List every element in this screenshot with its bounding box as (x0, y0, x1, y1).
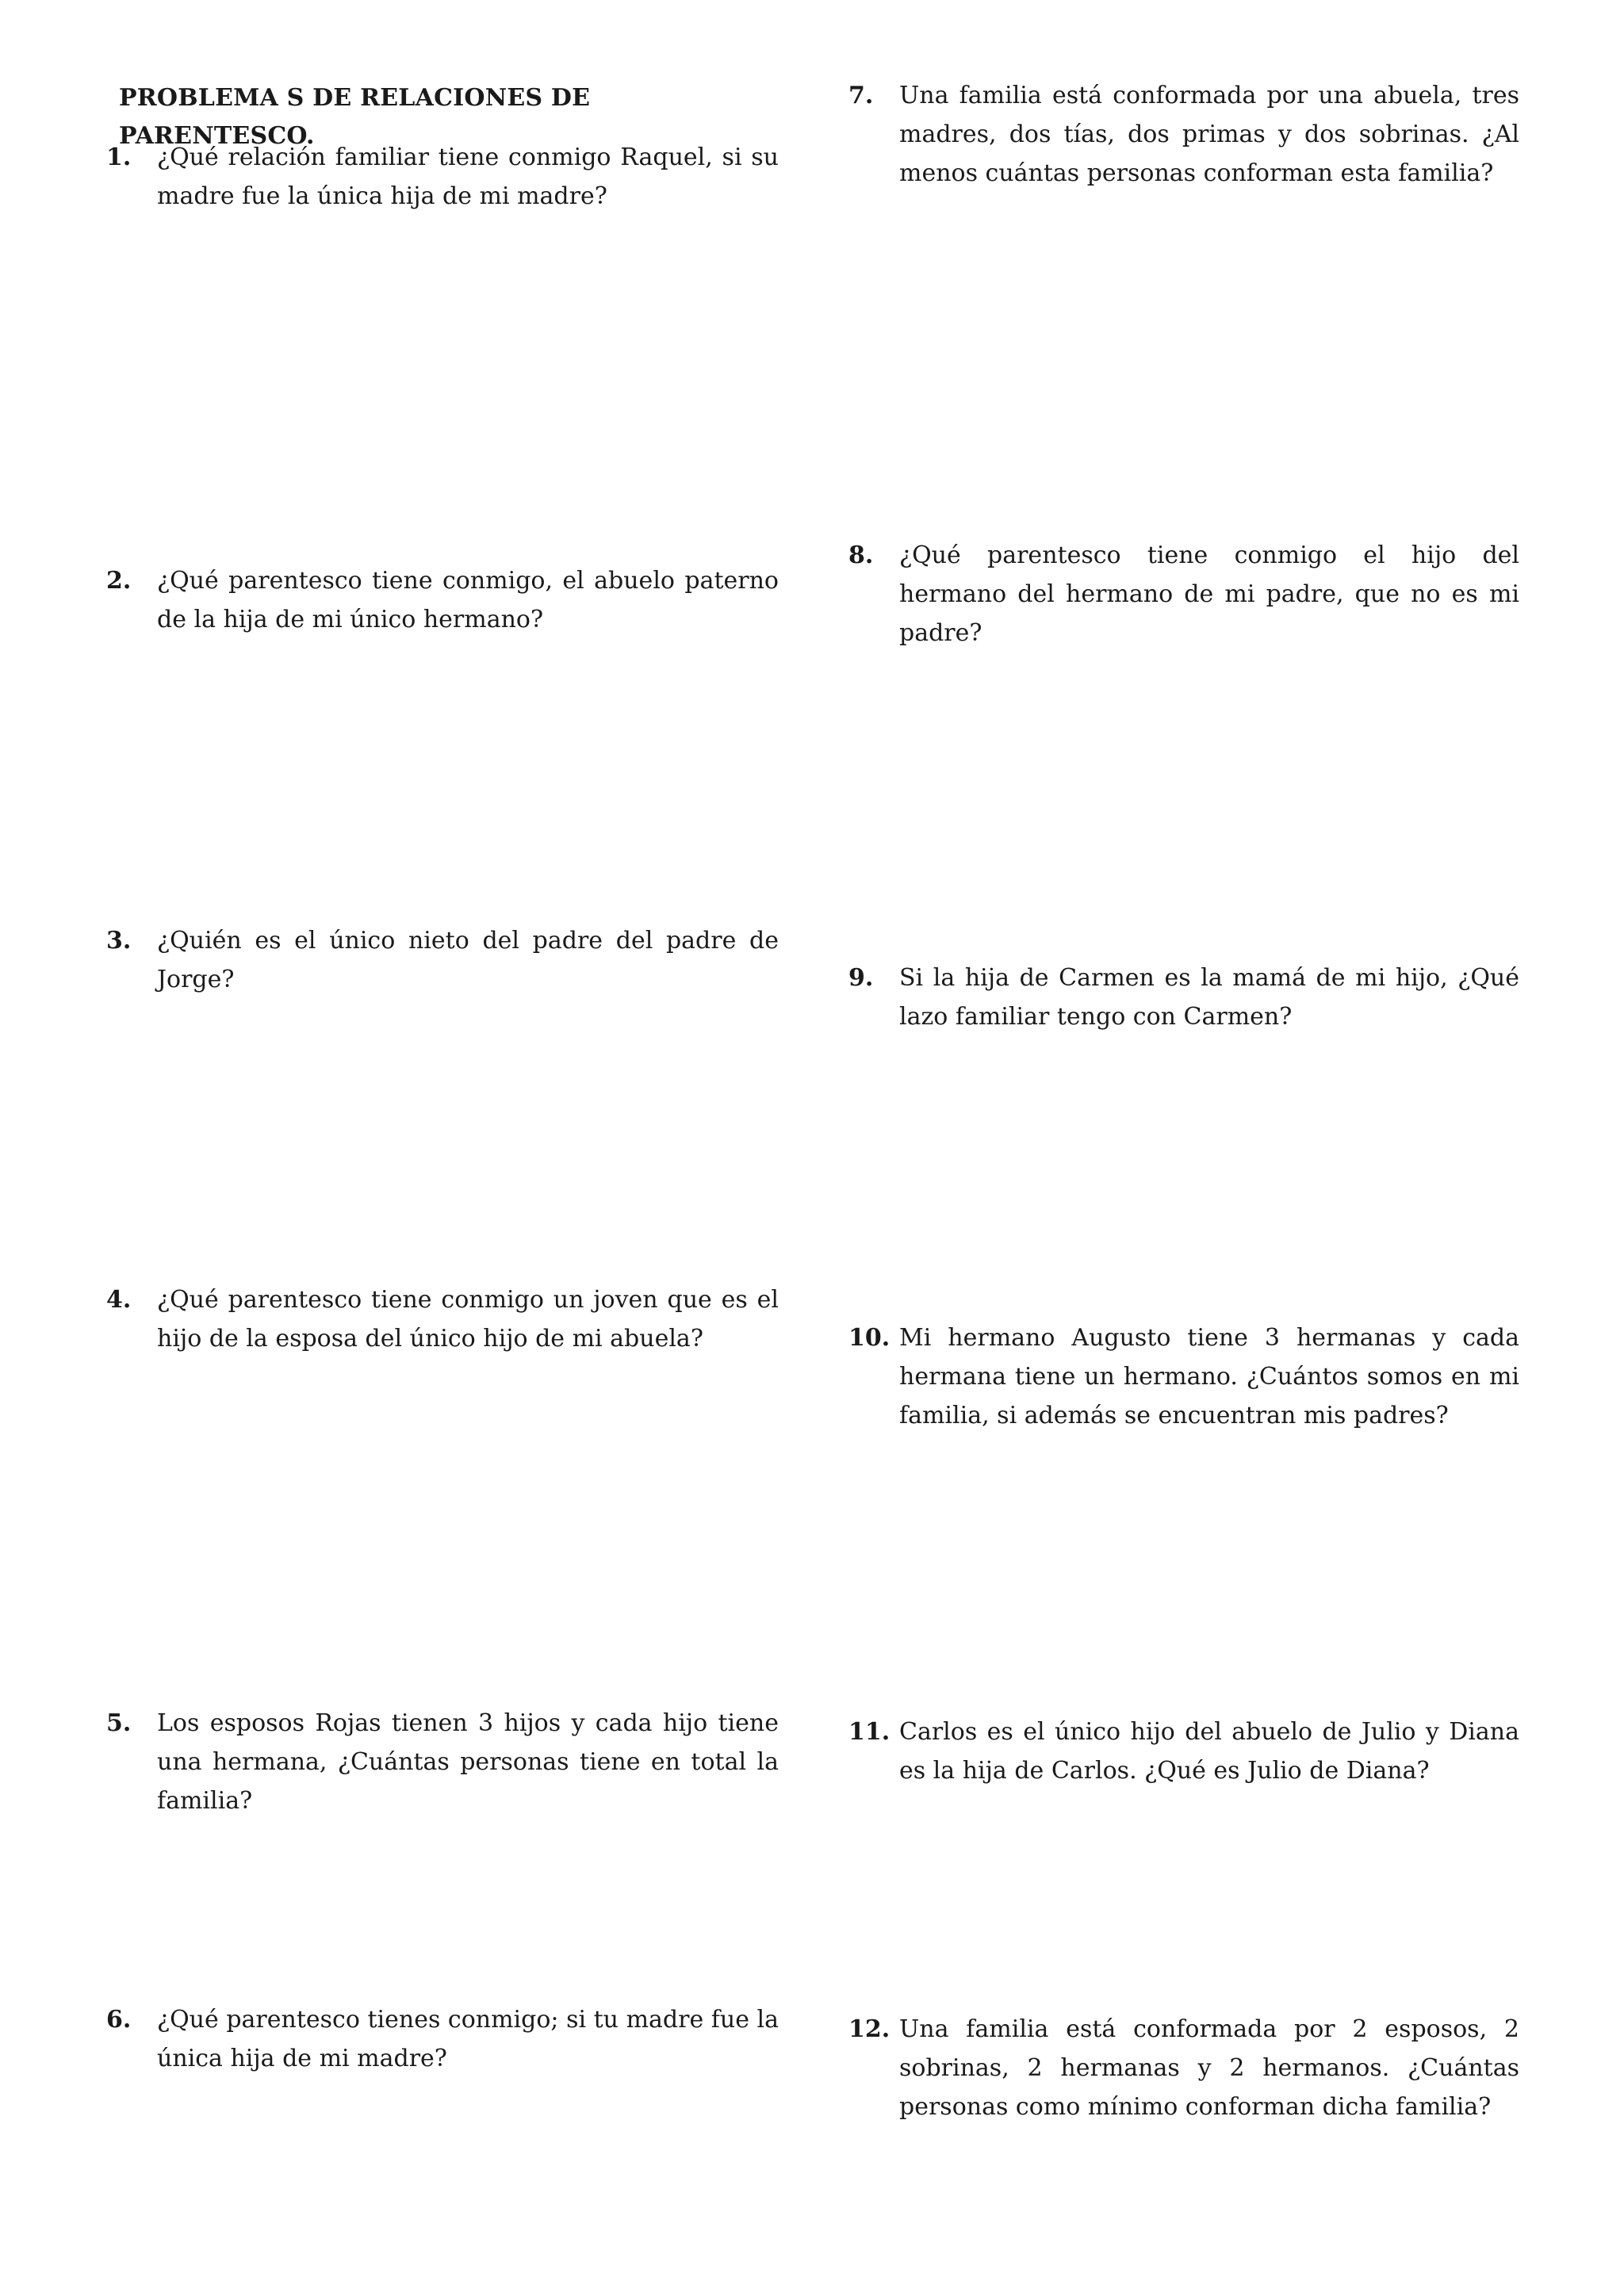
problem-number: 11. (848, 1718, 891, 1746)
problem-text: Mi hermano Augusto tiene 3 hermanas y cada hermana tiene un hermano. ¿Cuántos somos en mi familia, si además se encuentran mis padres? (899, 1324, 1519, 1429)
problem-11 (848, 1712, 1519, 1790)
problem-3 (106, 921, 779, 999)
problem-6 (106, 2000, 779, 2078)
problem-2 (106, 561, 779, 639)
page-title: PROBLEMA S DE RELACIONES DE PARENTESCO. (119, 84, 591, 150)
problem-number: 4. (106, 1286, 132, 1314)
problem-text: Si la hija de Carmen es la mamá de mi hijo, ¿Qué lazo familiar tengo con Carmen? (899, 964, 1519, 1031)
problem-number: 1. (106, 144, 132, 171)
problem-8 (848, 536, 1519, 652)
problem-text: Una familia está conformada por 2 esposos, 2 sobrinas, 2 hermanas y 2 hermanos. ¿Cuántas personas como mínimo conforman dicha familia? (899, 2015, 1519, 2121)
problem-text: ¿Qué parentesco tiene conmigo un joven que es el hijo de la esposa del único hijo de mi abuela? (157, 1286, 779, 1353)
problem-number: 3. (106, 927, 132, 955)
problem-text: Una familia está conformada por una abuela, tres madres, dos tías, dos primas y dos sobrinas. ¿Al menos cuántas personas conforman esta familia? (899, 82, 1519, 187)
problem-number: 7. (848, 82, 874, 109)
problem-text: ¿Qué parentesco tiene conmigo el hijo del hermano del hermano de mi padre, que no es mi padre? (899, 541, 1519, 647)
problem-number: 10. (848, 1324, 891, 1352)
problem-4 (106, 1280, 779, 1358)
problem-number: 5. (106, 1709, 132, 1737)
problem-number: 9. (848, 964, 874, 992)
problem-1 (106, 138, 779, 216)
problem-text: Carlos es el único hijo del abuelo de Julio y Diana es la hija de Carlos. ¿Qué es Julio de Diana? (899, 1718, 1519, 1785)
problem-text: Los esposos Rojas tienen 3 hijos y cada hijo tiene una hermana, ¿Cuántas personas tiene en total la familia? (157, 1709, 779, 1815)
problem-number: 12. (848, 2015, 891, 2043)
problem-number: 8. (848, 541, 874, 569)
problem-10 (848, 1318, 1519, 1435)
problem-text: ¿Qué relación familiar tiene conmigo Raquel, si su madre fue la única hija de mi madre? (157, 144, 779, 210)
problem-number: 2. (106, 567, 132, 595)
problem-text: ¿Qué parentesco tienes conmigo; si tu madre fue la única hija de mi madre? (157, 2006, 779, 2072)
problem-number: 6. (106, 2006, 132, 2034)
problem-5 (106, 1704, 779, 1820)
problem-text: ¿Quién es el único nieto del padre del padre de Jorge? (157, 927, 779, 993)
problem-7 (848, 76, 1519, 193)
problem-9 (848, 959, 1519, 1036)
problem-text: ¿Qué parentesco tiene conmigo, el abuelo paterno de la hija de mi único hermano? (157, 567, 779, 633)
problem-12 (848, 2010, 1519, 2126)
